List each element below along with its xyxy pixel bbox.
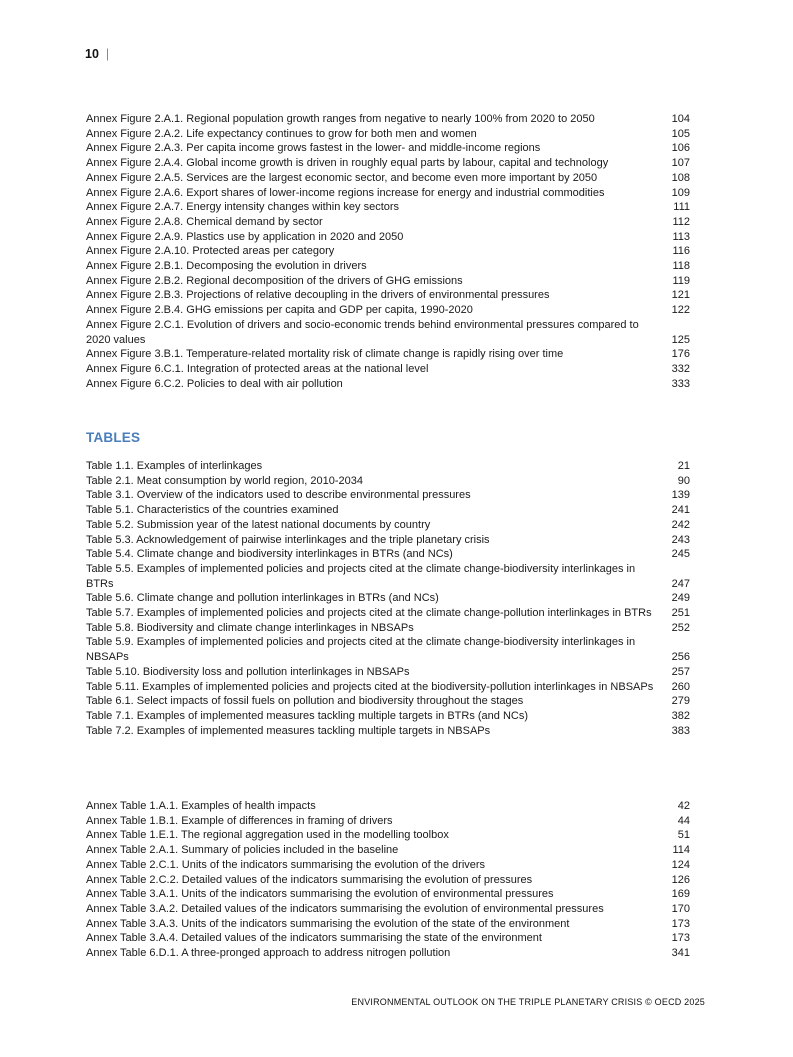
toc-entry[interactable] (86, 946, 690, 961)
toc-entry-title: Annex Table 3.A.4. Detailed values of the indicators summarising the state of the environment (86, 932, 542, 945)
toc-entry[interactable] (86, 274, 690, 289)
toc-entry-page-number: 109 (671, 186, 690, 199)
toc-entry-title: Annex Figure 2.B.2. Regional decomposition of the drivers of GHG emissions (86, 274, 463, 287)
toc-entry-page-number: 114 (672, 844, 690, 857)
toc-entry[interactable] (86, 591, 690, 606)
toc-entry-title: Annex Figure 2.C.1. Evolution of drivers and socio-economic trends behind environmental pressures compared to 2020 values (86, 318, 639, 346)
toc-entry-title: Table 5.9. Examples of implemented policies and projects cited at the climate change-biodiversity interlinkages in NBSAPs (86, 636, 636, 664)
toc-entry-page-number: 247 (671, 577, 690, 590)
toc-entry-page-number: 260 (671, 680, 690, 693)
toc-entry[interactable] (86, 503, 690, 518)
toc-entry-page-number: 383 (671, 724, 690, 737)
toc-entry[interactable] (86, 562, 690, 591)
toc-entry[interactable] (86, 259, 690, 274)
tables-heading: TABLES (86, 430, 141, 445)
toc-entry[interactable] (86, 518, 690, 533)
toc-entry-page-number: 169 (671, 888, 690, 901)
toc-entry[interactable] (86, 318, 690, 347)
annex-tables-toc-section (86, 799, 690, 961)
toc-entry-title: Annex Figure 6.C.1. Integration of protected areas at the national level (86, 362, 429, 375)
toc-entry[interactable] (86, 171, 690, 186)
toc-entry[interactable] (86, 606, 690, 621)
toc-entry-page-number: 382 (671, 709, 690, 722)
toc-entry-title: Annex Figure 2.B.1. Decomposing the evolution in drivers (86, 260, 367, 273)
toc-entry-title: Annex Figure 2.B.4. GHG emissions per capita and GDP per capita, 1990-2020 (86, 304, 473, 317)
toc-entry[interactable] (86, 459, 690, 474)
toc-entry-title: Annex Figure 2.A.3. Per capita income grows fastest in the lower- and middle-income regions (86, 142, 541, 155)
toc-entry[interactable] (86, 362, 690, 377)
toc-entry-page-number: 124 (671, 858, 690, 871)
toc-entry-page-number: 176 (671, 348, 690, 361)
toc-entry-page-number: 173 (671, 917, 690, 930)
toc-entry-page-number: 118 (672, 260, 690, 273)
toc-entry-title: Annex Figure 2.A.1. Regional population growth ranges from negative to nearly 100% from 2020 to 2050 (86, 113, 595, 125)
toc-entry-title: Table 5.11. Examples of implemented policies and projects cited at the biodiversity-pollution interlinkages in NBSAPs (86, 680, 654, 693)
toc-entry-page-number: 119 (672, 274, 690, 287)
figures-toc-section (86, 112, 690, 391)
toc-entry-page-number: 243 (671, 533, 690, 546)
toc-entry-title: Annex Table 3.A.1. Units of the indicators summarising the evolution of environmental pressures (86, 888, 554, 901)
toc-entry-title: Table 6.1. Select impacts of fossil fuels on pollution and biodiversity throughout the stages (86, 695, 524, 708)
toc-entry[interactable] (86, 621, 690, 636)
toc-entry[interactable] (86, 665, 690, 680)
toc-entry-page-number: 242 (671, 518, 690, 531)
toc-entry-title: Table 5.4. Climate change and biodiversity interlinkages in BTRs (and NCs) (86, 548, 453, 561)
toc-entry[interactable] (86, 244, 690, 259)
toc-entry-page-number: 106 (671, 142, 690, 155)
toc-entry-page-number: 107 (671, 157, 690, 170)
toc-entry-page-number: 44 (677, 814, 690, 827)
toc-entry-title: Annex Table 1.B.1. Example of differences in framing of drivers (86, 814, 393, 827)
toc-entry[interactable] (86, 694, 690, 709)
toc-entry[interactable] (86, 902, 690, 917)
toc-entry-title: Table 5.10. Biodiversity loss and pollution interlinkages in NBSAPs (86, 665, 410, 678)
toc-entry[interactable] (86, 141, 690, 156)
toc-entry[interactable] (86, 288, 690, 303)
toc-entry[interactable] (86, 858, 690, 873)
toc-entry-page-number: 245 (671, 548, 690, 561)
toc-entry-title: Annex Figure 2.A.6. Export shares of lower-income regions increase for energy and industrial commodities (86, 186, 605, 199)
toc-entry[interactable] (86, 112, 690, 127)
toc-entry-page-number: 121 (671, 289, 690, 302)
toc-entry-page-number: 170 (671, 902, 690, 915)
toc-entry-page-number: 104 (671, 113, 690, 125)
toc-entry-page-number: 90 (677, 474, 690, 487)
toc-entry-title: Table 5.5. Examples of implemented policies and projects cited at the climate change-biodiversity interlinkages in BTRs (86, 562, 636, 590)
toc-entry[interactable] (86, 917, 690, 932)
toc-entry[interactable] (86, 474, 690, 489)
toc-entry-title: Table 5.6. Climate change and pollution interlinkages in BTRs (and NCs) (86, 592, 439, 605)
toc-entry-page-number: 257 (671, 665, 690, 678)
toc-entry-page-number: 173 (671, 932, 690, 945)
toc-entry[interactable] (86, 533, 690, 548)
toc-entry[interactable] (86, 127, 690, 142)
toc-entry[interactable] (86, 724, 690, 739)
toc-entry[interactable] (86, 814, 690, 829)
toc-entry[interactable] (86, 215, 690, 230)
toc-entry-title: Annex Figure 6.C.2. Policies to deal with air pollution (86, 377, 343, 390)
toc-entry-title: Annex Figure 2.A.2. Life expectancy continues to grow for both men and women (86, 127, 477, 140)
toc-entry-page-number: 21 (677, 460, 690, 472)
toc-entry-title: Table 1.1. Examples of interlinkages (86, 460, 263, 472)
toc-entry-title: Annex Table 3.A.3. Units of the indicators summarising the evolution of the state of the environment (86, 917, 570, 930)
toc-entry-title: Table 5.3. Acknowledgement of pairwise interlinkages and the triple planetary crisis (86, 533, 490, 546)
toc-entry-title: Annex Figure 2.A.5. Services are the largest economic sector, and become even more important by 2050 (86, 171, 598, 184)
toc-entry-title: Annex Table 2.C.2. Detailed values of the indicators summarising the evolution of pressures (86, 873, 533, 886)
toc-entry[interactable] (86, 799, 690, 814)
toc-entry-page-number: 116 (672, 245, 690, 258)
toc-entry-page-number: 252 (671, 621, 690, 634)
toc-entry-title: Annex Table 2.A.1. Summary of policies included in the baseline (86, 844, 399, 857)
toc-entry-title: Table 7.1. Examples of implemented measures tackling multiple targets in BTRs (and NCs) (86, 709, 529, 722)
toc-entry[interactable] (86, 230, 690, 245)
toc-entry-title: Table 5.7. Examples of implemented policies and projects cited at the climate change-pollution interlinkages in BTRs (86, 607, 652, 620)
toc-entry-title: Annex Figure 2.A.7. Energy intensity changes within key sectors (86, 201, 400, 214)
toc-entry-page-number: 112 (672, 215, 690, 228)
toc-entry[interactable] (86, 303, 690, 318)
toc-entry-page-number: 126 (671, 873, 690, 886)
toc-entry-page-number: 241 (671, 504, 690, 517)
toc-entry-page-number: 341 (671, 947, 690, 960)
toc-entry-page-number: 105 (671, 127, 690, 140)
footer-running-title: ENVIRONMENTAL OUTLOOK ON THE TRIPLE PLANETARY CRISIS © OECD 2025 (351, 997, 705, 1007)
toc-entry-page-number: 111 (673, 201, 690, 214)
toc-entry[interactable] (86, 377, 690, 392)
toc-entry-title: Table 5.8. Biodiversity and climate change interlinkages in NBSAPs (86, 621, 414, 634)
toc-entry-title: Annex Table 1.E.1. The regional aggregation used in the modelling toolbox (86, 829, 449, 842)
toc-entry-page-number: 256 (671, 651, 690, 664)
toc-entry-title: Table 7.2. Examples of implemented measures tackling multiple targets in NBSAPs (86, 724, 491, 737)
toc-entry[interactable] (86, 680, 690, 695)
toc-entry-page-number: 122 (671, 304, 690, 317)
toc-entry-title: Annex Table 3.A.2. Detailed values of the indicators summarising the evolution of environmental pressures (86, 902, 604, 915)
toc-entry-title: Annex Table 6.D.1. A three-pronged approach to address nitrogen pollution (86, 947, 451, 960)
toc-entry-page-number: 139 (671, 489, 690, 502)
toc-entry-page-number: 125 (671, 333, 690, 346)
toc-entry-page-number: 42 (677, 800, 690, 812)
page-number (85, 47, 109, 61)
page-number-separator: | (105, 47, 110, 61)
toc-entry-title: Table 5.2. Submission year of the latest national documents by country (86, 518, 431, 531)
toc-entry[interactable] (86, 156, 690, 171)
toc-entry-page-number: 249 (671, 592, 690, 605)
toc-entry-title: Table 3.1. Overview of the indicators used to describe environmental pressures (86, 489, 471, 502)
toc-entry-title: Table 2.1. Meat consumption by world region, 2010-2034 (86, 474, 364, 487)
toc-entry[interactable] (86, 547, 690, 562)
toc-entry-page-number: 113 (672, 230, 690, 243)
toc-entry[interactable] (86, 709, 690, 724)
toc-entry-title: Annex Figure 2.A.9. Plastics use by application in 2020 and 2050 (86, 230, 404, 243)
page-number-value: 10 (85, 47, 99, 61)
toc-entry[interactable] (86, 635, 690, 664)
toc-entry-title: Annex Figure 2.A.4. Global income growth is driven in roughly equal parts by labour, capital and technology (86, 157, 609, 170)
toc-entry-page-number: 108 (671, 171, 690, 184)
toc-entry-page-number: 279 (671, 695, 690, 708)
toc-entry[interactable] (86, 887, 690, 902)
toc-entry-page-number: 51 (677, 829, 690, 842)
toc-entry-page-number: 333 (671, 377, 690, 390)
toc-entry[interactable] (86, 186, 690, 201)
toc-entry[interactable] (86, 347, 690, 362)
toc-entry-title: Annex Table 1.A.1. Examples of health impacts (86, 800, 316, 812)
toc-entry-title: Annex Figure 2.B.3. Projections of relative decoupling in the drivers of environmental pressures (86, 289, 550, 302)
toc-entry[interactable] (86, 828, 690, 843)
toc-entry-page-number: 332 (671, 362, 690, 375)
toc-entry-title: Annex Figure 2.A.10. Protected areas per category (86, 245, 335, 258)
toc-entry[interactable] (86, 843, 690, 858)
toc-entry[interactable] (86, 931, 690, 946)
tables-toc-section (86, 459, 690, 738)
toc-entry-title: Annex Table 2.C.1. Units of the indicators summarising the evolution of the drivers (86, 858, 486, 871)
toc-entry-title: Annex Figure 3.B.1. Temperature-related mortality risk of climate change is rapidly rising over time (86, 348, 564, 361)
toc-entry-page-number: 251 (671, 607, 690, 620)
toc-entry[interactable] (86, 200, 690, 215)
toc-entry-title: Table 5.1. Characteristics of the countries examined (86, 504, 339, 517)
toc-entry-title: Annex Figure 2.A.8. Chemical demand by sector (86, 215, 323, 228)
toc-entry[interactable] (86, 873, 690, 888)
toc-entry[interactable] (86, 488, 690, 503)
